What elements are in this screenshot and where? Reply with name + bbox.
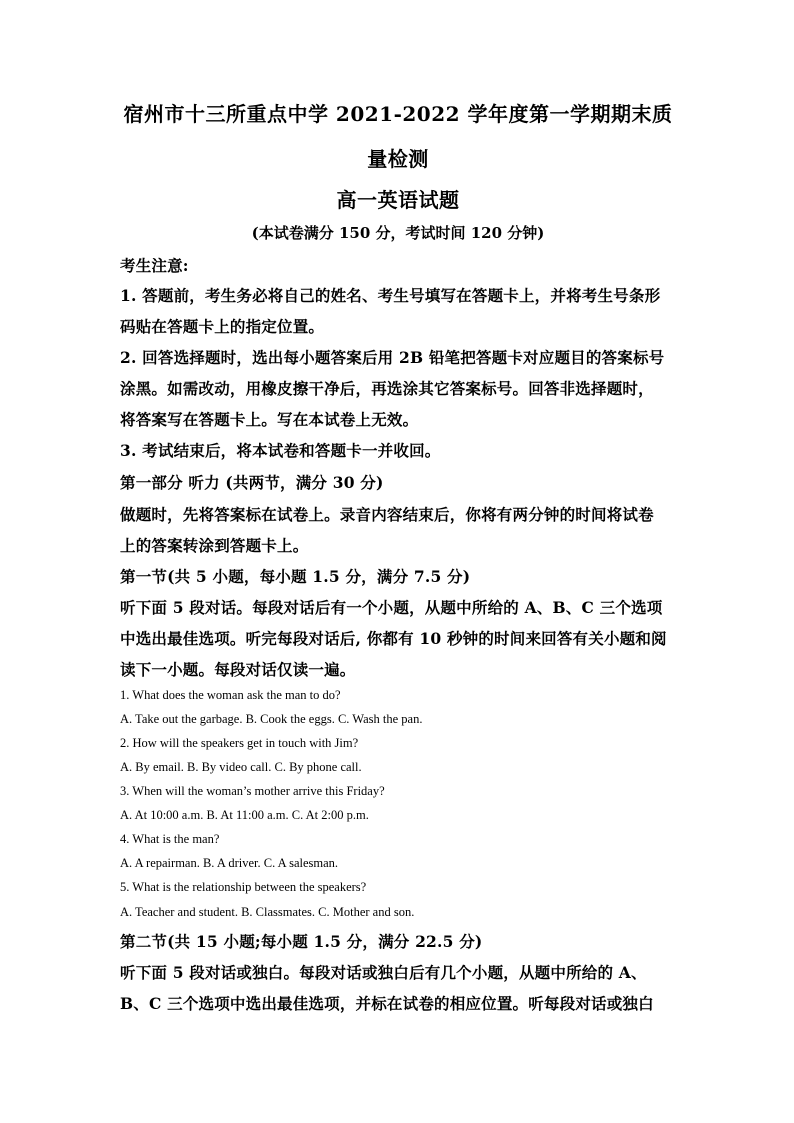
notice-heading: 考生注意: [120,256,189,275]
question-1-options: A. Take out the garbage. B. Cook the eggs. C. Wash the pan. [120,712,423,726]
section1-instruction-c: 读下一小题。每段对话仅读一遍。 [120,660,356,679]
notice-item-2a: 2. 回答选择题时，选出每小题答案后用 2B 铅笔把答题卡对应题目的答案标号 [120,348,665,367]
exam-info: (本试卷满分 150 分，考试时间 120 分钟) [251,224,545,242]
notice-item-1b: 码贴在答题卡上的指定位置。 [120,317,325,336]
question-3-options: A. At 10:00 a.m. B. At 11:00 a.m. C. At 2:00 p.m. [120,808,369,822]
exam-title-line2: 量检测 [367,147,429,171]
question-3: 3. When will the woman’s mother arrive this Friday? [120,784,385,798]
notice-item-1a: 1. 答题前，考生务必将自己的姓名、考生号填写在答题卡上，并将考生号条形 [120,286,661,305]
question-4-options: A. A repairman. B. A driver. C. A salesman. [120,856,339,870]
section2-instruction-b: B、C 三个选项中选出最佳选项，并标在试卷的相应位置。听每段对话或独白 [120,994,654,1013]
part1-instruction-a: 做题时，先将答案标在试卷上。录音内容结束后，你将有两分钟的时间将试卷 [120,505,654,524]
notice-item-2c: 将答案写在答题卡上。写在本试卷上无效。 [120,410,419,429]
section2-heading: 第二节(共 15 小题;每小题 1.5 分，满分 22.5 分) [120,932,483,951]
part1-heading: 第一部分 听力 (共两节，满分 30 分) [120,473,384,492]
subject-title: 高一英语试题 [336,188,460,212]
section1-heading: 第一节(共 5 小题，每小题 1.5 分，满分 7.5 分) [120,567,471,586]
exam-title-line1: 宿州市十三所重点中学 2021-2022 学年度第一学期期末质 [123,102,673,126]
question-1: 1. What does the woman ask the man to do? [120,688,341,702]
question-4: 4. What is the man? [120,832,220,846]
section1-instruction-a: 听下面 5 段对话。每段对话后有一个小题，从题中所给的 A、B、C 三个选项 [120,598,663,617]
section2-instruction-a: 听下面 5 段对话或独白。每段对话或独白后有几个小题，从题中所给的 A、 [120,963,647,982]
question-2: 2. How will the speakers get in touch with Jim? [120,736,359,750]
notice-item-2b: 涂黑。如需改动，用橡皮擦干净后，再选涂其它答案标号。回答非选择题时， [120,379,654,398]
question-2-options: A. By email. B. By video call. C. By phone call. [120,760,362,774]
section1-instruction-b: 中选出最佳选项。听完每段对话后, 你都有 10 秒钟的时间来回答有关小题和阅 [120,629,667,648]
part1-instruction-b: 上的答案转涂到答题卡上。 [120,536,309,555]
question-5-options: A. Teacher and student. B. Classmates. C. Mother and son. [120,905,415,919]
notice-item-3: 3. 考试结束后，将本试卷和答题卡一并收回。 [120,441,441,460]
question-5: 5. What is the relationship between the speakers? [120,880,367,894]
